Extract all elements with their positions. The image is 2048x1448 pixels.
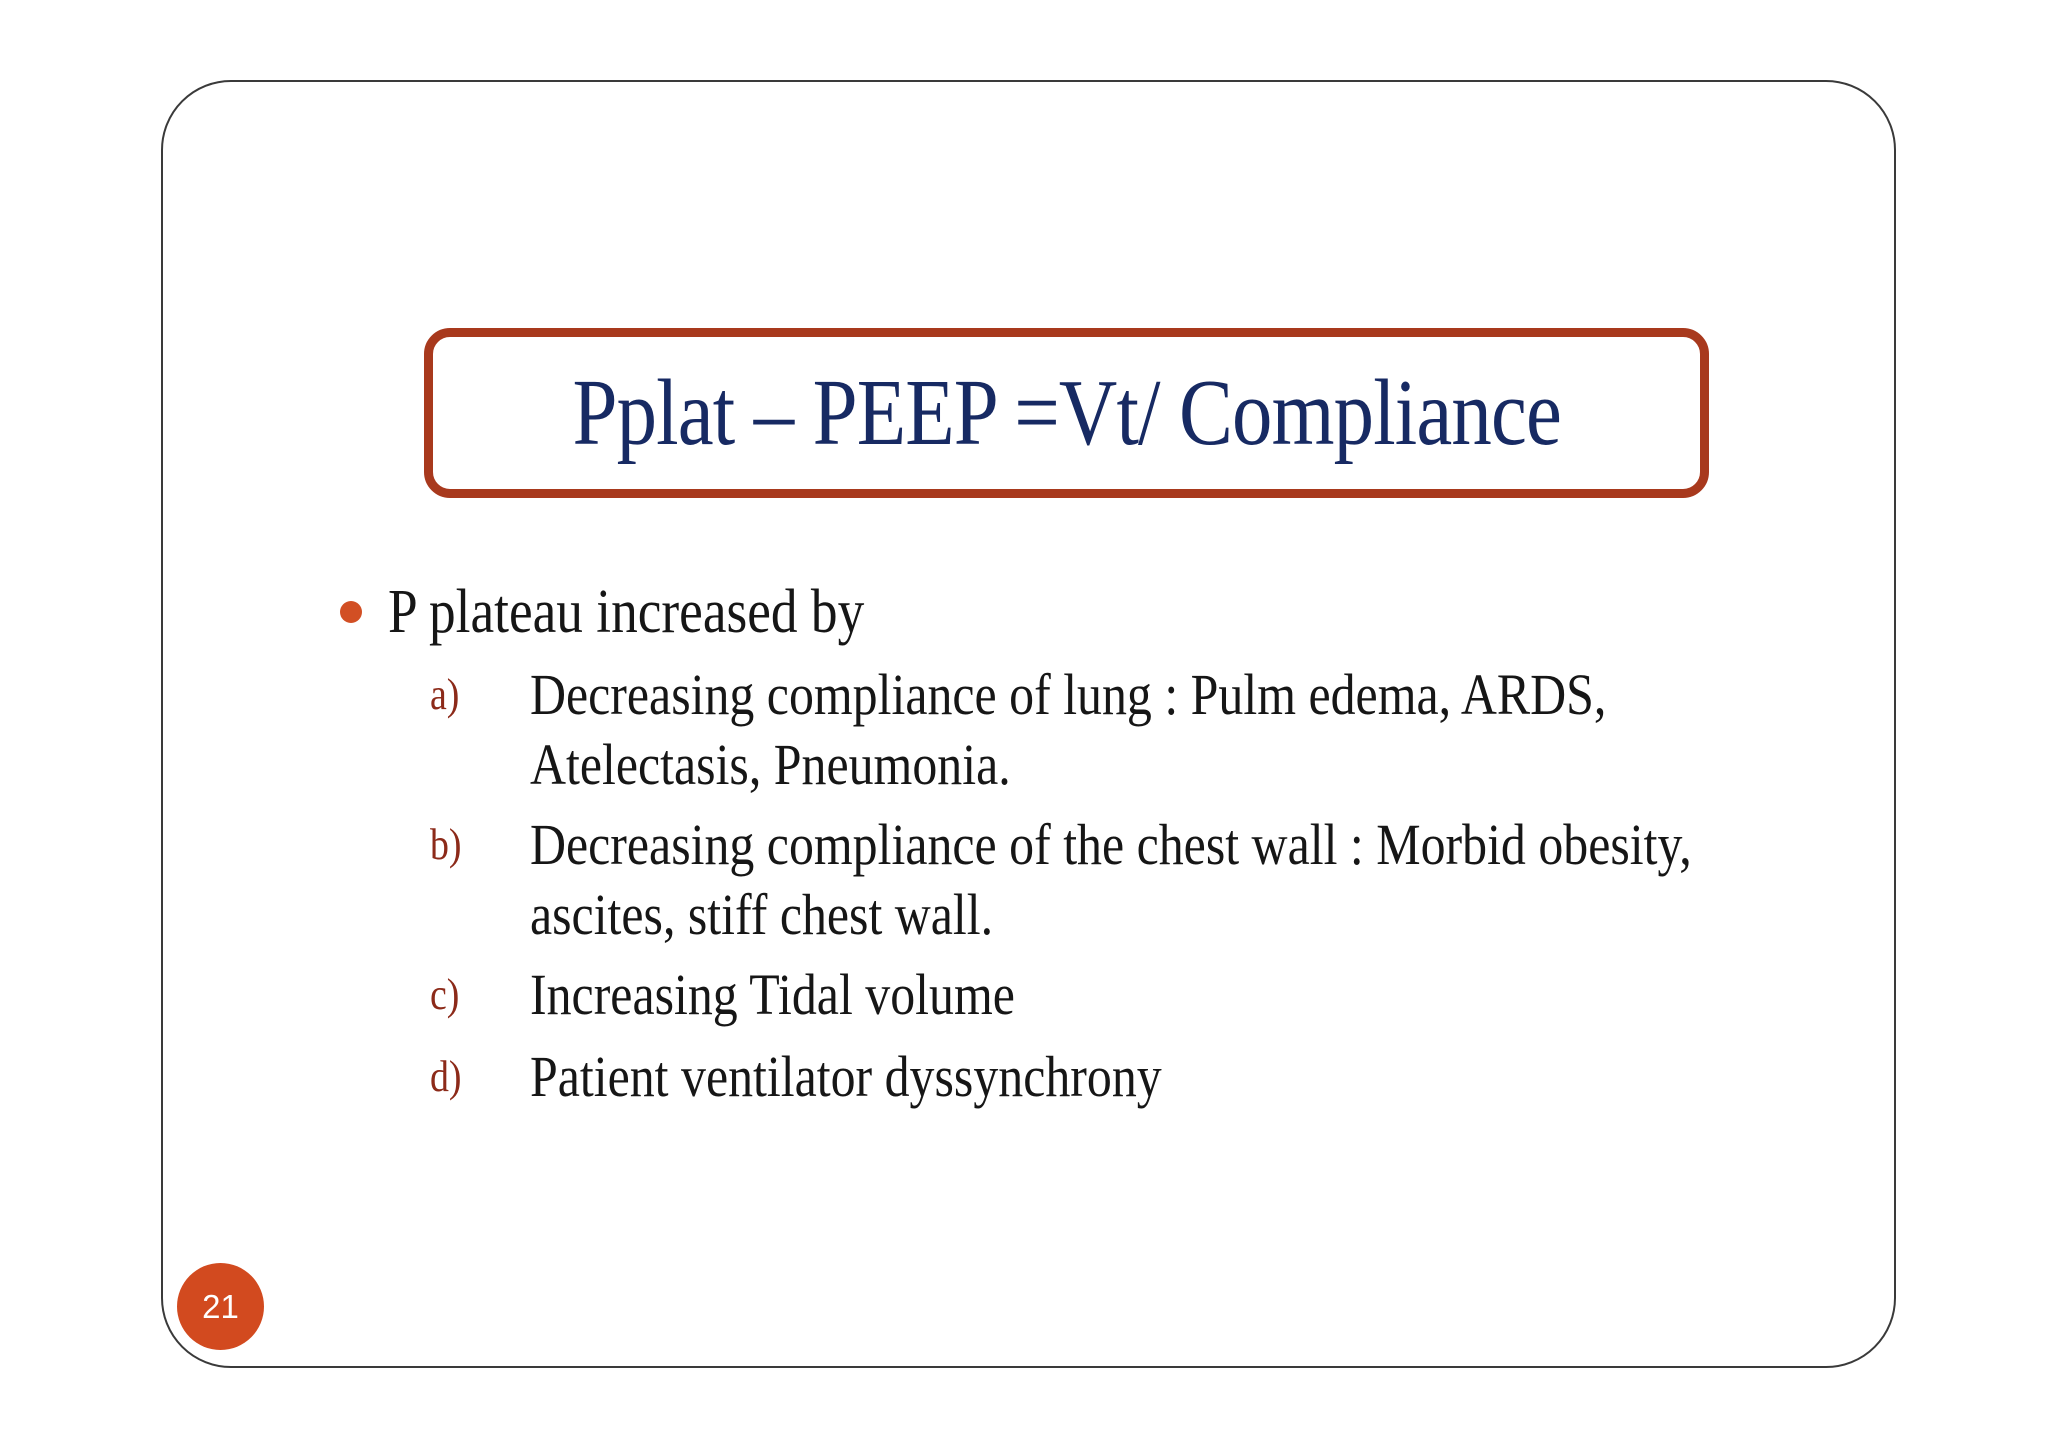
sub-item-line: Increasing Tidal volume <box>530 962 1015 1027</box>
sub-item-marker: c) <box>430 970 460 1019</box>
sub-item-line: Atelectasis, Pneumonia. <box>530 732 1011 797</box>
sub-item-marker: a) <box>430 670 460 719</box>
sub-item-line: ascites, stiff chest wall. <box>530 882 994 947</box>
sub-item-line: Patient ventilator dyssynchrony <box>530 1044 1162 1109</box>
page-number-badge: 21 <box>177 1263 264 1350</box>
formula-box <box>424 328 1709 498</box>
sub-item-line: Decreasing compliance of the chest wall : Morbid obesity, <box>530 812 1692 877</box>
bullet-dot-icon <box>340 601 362 623</box>
formula-text: Pplat – PEEP =Vt/ Compliance <box>572 361 1561 465</box>
sub-item-marker: d) <box>430 1052 462 1101</box>
bullet-text: P plateau increased by <box>388 578 865 646</box>
sub-item-marker: b) <box>430 820 462 869</box>
sub-item-text <box>530 960 1015 1030</box>
sub-item-c <box>430 960 1094 1030</box>
sub-item-a <box>430 660 1782 800</box>
sub-item-text <box>530 660 1606 800</box>
bullet-item <box>340 576 942 648</box>
sub-item-line: Decreasing compliance of lung : Pulm edema, ARDS, <box>530 662 1607 727</box>
sub-item-b <box>430 810 1881 950</box>
sub-item-text <box>530 1042 1162 1112</box>
sub-item-d <box>430 1042 1265 1112</box>
sub-item-text <box>530 810 1692 950</box>
